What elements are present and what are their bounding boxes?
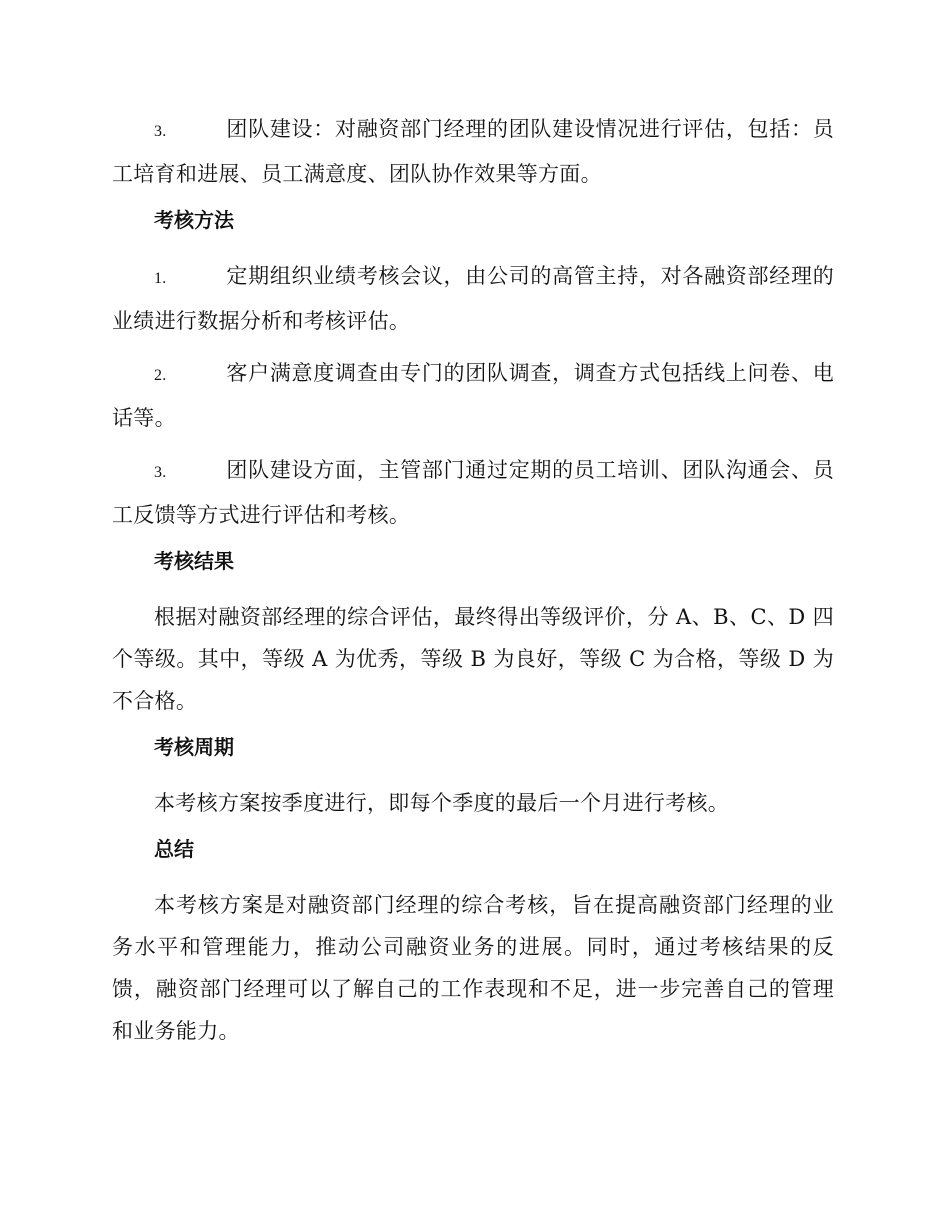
document-page <box>112 108 834 1062</box>
list-item-text: 定期组织业绩考核会议，由公司的高管主持，对各融资部经理的业绩进行数据分析和考核评估。 <box>112 264 834 333</box>
list-number: 3. <box>154 464 167 481</box>
list-number: 3. <box>154 123 167 140</box>
paragraph-summary: 本考核方案是对融资部门经理的综合考核，旨在提高融资部门经理的业务水平和管理能力，推动公司融资业务的进展。同时，通过考核结果的反馈，融资部门经理可以了解自己的工作表现和不足，进一步完善自己的管理和业务能力。 <box>112 893 834 1043</box>
section-heading-summary: 总结 <box>154 837 194 861</box>
paragraph-results: 根据对融资部经理的综合评估，最终得出等级评价，分 A、B、C、D 四个等级。其中，等级 A 为优秀，等级 B 为良好，等级 C 为合格，等级 D 为不合格。 <box>112 605 834 713</box>
list-item-method-3 <box>112 449 834 536</box>
section-heading-results: 考核结果 <box>154 549 234 573</box>
paragraph-period: 本考核方案按季度进行，即每个季度的最后一个月进行考核。 <box>154 791 730 815</box>
list-item-method-2 <box>112 352 834 439</box>
list-number: 2. <box>154 367 167 384</box>
section-heading-period: 考核周期 <box>154 735 234 759</box>
list-number: 1. <box>154 270 167 287</box>
section-heading-methods: 考核方法 <box>154 208 234 232</box>
list-item-text: 团队建设：对融资部门经理的团队建设情况进行评估，包括：员工培育和进展、员工满意度、团队协作效果等方面。 <box>112 117 834 186</box>
list-item-team-building <box>112 108 834 195</box>
list-item-text: 团队建设方面，主管部门通过定期的员工培训、团队沟通会、员工反馈等方式进行评估和考核。 <box>112 458 834 527</box>
list-item-method-1 <box>112 255 834 342</box>
list-item-text: 客户满意度调查由专门的团队调查，调查方式包括线上问卷、电话等。 <box>112 361 834 430</box>
